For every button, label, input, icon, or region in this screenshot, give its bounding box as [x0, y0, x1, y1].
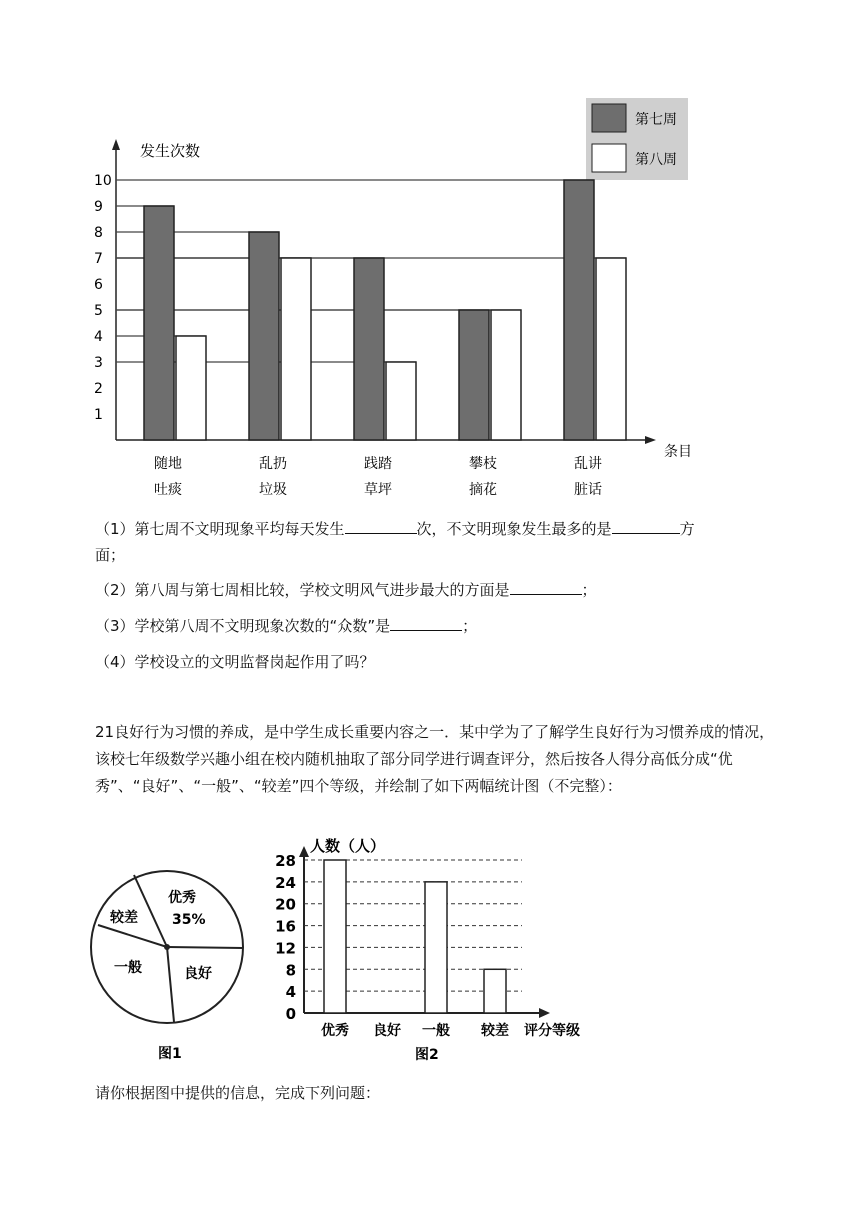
chart1-category-label: 乱讲: [574, 456, 602, 472]
chart2-bar: [484, 969, 506, 1013]
chart2-y-tick: 12: [275, 939, 296, 958]
chart1-y-tick: 6: [94, 277, 103, 293]
bar-week7: [249, 232, 279, 440]
q1-blank-1[interactable]: [345, 519, 417, 534]
chart1-y-tick: 2: [94, 381, 103, 397]
bar-week7: [564, 180, 594, 440]
chart1-category-label: 乱扔: [259, 456, 287, 472]
chart1-y-arrow: [112, 139, 120, 150]
chart2-x-label: 评分等级: [524, 1023, 580, 1039]
chart1-y-label: 发生次数: [140, 142, 201, 160]
question-2: [95, 578, 597, 602]
bar-week7: [459, 310, 489, 440]
chart2-category-label: 优秀: [321, 1023, 349, 1039]
chart2-category-label: 一般: [422, 1023, 450, 1039]
closing-text: 请你根据图中提供的信息，完成下列问题：: [95, 1084, 381, 1102]
chart2-y-tick: 20: [275, 895, 296, 914]
pie-label-good: 良好: [184, 966, 212, 982]
chart2-y-label: 人数（人）: [310, 837, 386, 855]
chart1-y-tick: 8: [94, 225, 103, 241]
chart1-category-label: 脏话: [574, 482, 602, 498]
chart1-y-tick: 1: [94, 407, 103, 423]
chart1-category-label: 践踏: [364, 456, 392, 472]
legend-label-week8: 第八周: [635, 152, 677, 168]
chart1-legend: [586, 98, 688, 180]
chart2-y-tick: 28: [275, 852, 296, 870]
chart2-y-tick: 0: [285, 1005, 296, 1023]
question-3: [95, 614, 477, 638]
bar-week8: [491, 310, 521, 440]
bar-week8: [281, 258, 311, 440]
chart2-y-tick: 8: [285, 961, 296, 980]
pie-caption: 图1: [158, 1046, 182, 1062]
q3-text: （3）学校第八周不文明现象次数的“众数”是: [95, 617, 391, 635]
q1-text-b: 次，不文明现象发生最多的是: [416, 520, 612, 538]
problem-21-number: 21: [95, 723, 115, 741]
question-4: （4）学校设立的文明监督岗起作用了吗？: [95, 653, 375, 671]
bar-week7: [144, 206, 174, 440]
chart1-y-tick: 4: [94, 329, 103, 345]
chart2-caption: 图2: [415, 1047, 439, 1063]
q1-text-c: 方: [679, 520, 695, 538]
problem-21: [95, 719, 775, 800]
pie-label-poor: 较差: [110, 910, 138, 926]
question-1-cont: 面；: [95, 546, 126, 564]
pie-label-excellent: 优秀: [168, 890, 196, 906]
legend-swatch-week7: [592, 104, 626, 132]
chart1-x-label: 条目: [664, 444, 692, 460]
q1-blank-2[interactable]: [612, 519, 680, 534]
chart2-category-label: 良好: [373, 1023, 401, 1039]
grade-bar-chart: [270, 830, 610, 1070]
q1-text-a: （1）第七周不文明现象平均每天发生: [95, 520, 345, 538]
chart2-bar: [324, 860, 346, 1013]
pie-center: [164, 944, 170, 950]
q2-text: （2）第八周与第七周相比较，学校文明风气进步最大的方面是: [95, 581, 510, 599]
chart1-category-label: 草坪: [364, 482, 392, 498]
chart1-y-tick: 5: [94, 303, 103, 319]
legend-label-week7: 第七周: [635, 112, 677, 128]
chart1-y-tick: 7: [94, 251, 103, 267]
problem-21-text: 良好行为习惯的养成，是中学生成长重要内容之一．某中学为了了解学生良好行为习惯养成的情况，该校七年级数学兴趣小组在校内随机抽取了部分同学进行调查评分，然后按各人得分高低分成“优秀”、“良好”、“一般”、“较差”四个等级，并绘制了如下两幅统计图（不完整）：: [95, 723, 775, 795]
chart1-category-label: 攀枝: [469, 456, 497, 472]
bar-week7: [354, 258, 384, 440]
bar-week8: [596, 258, 626, 440]
chart2-y-tick: 24: [275, 873, 296, 892]
chart2-y-tick: 16: [275, 917, 296, 936]
chart1-x-arrow: [645, 436, 656, 444]
chart1-y-tick: 3: [94, 355, 103, 371]
chart2-y-arrow: [299, 846, 309, 857]
weekly-bar-chart: [80, 90, 720, 510]
q2-text-end: ；: [581, 581, 597, 599]
grade-pie-chart: [90, 862, 260, 1072]
q2-blank[interactable]: [510, 580, 582, 595]
chart1-category-label: 摘花: [469, 482, 497, 498]
question-1: [95, 517, 695, 541]
legend-swatch-week8: [592, 144, 626, 172]
chart1-category-label: 垃圾: [259, 482, 287, 498]
pie-label-excellent-pct: 35%: [172, 912, 206, 928]
bar-week8: [176, 336, 206, 440]
chart2-category-label: 较差: [481, 1023, 509, 1039]
chart2-bar: [425, 882, 447, 1013]
chart1-category-label: 随地: [154, 456, 182, 472]
q3-blank[interactable]: [390, 616, 462, 631]
chart2-y-tick: 4: [285, 983, 296, 1002]
pie-label-average: 一般: [114, 960, 142, 976]
chart1-y-tick: 10: [94, 173, 112, 189]
pie-divider-2: [167, 947, 243, 948]
chart2-x-arrow: [539, 1008, 550, 1018]
chart1-category-label: 吐痰: [154, 482, 182, 498]
chart1-y-tick: 9: [94, 199, 103, 215]
q3-text-end: ；: [462, 617, 478, 635]
bar-week8: [386, 362, 416, 440]
